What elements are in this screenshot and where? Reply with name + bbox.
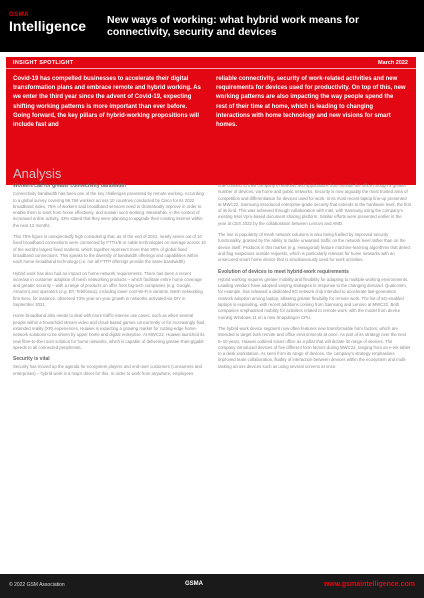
paragraph: now connect to their company's networks and applications from outside the office through a greater number of devices, via home and public networks. Security is now arguably the most trusted area of competition and differentiation for devices used for work. In its most recent laptop line-up presented at MWC22, Samsung introduced enterprise-grade security that extends to the hardware level, the first of its kind. This was achieved through collaboration with Intel, with Samsung using the company's existing Intel Vpro-based document sharing platform. Similar efforts were presented earlier in the year at CES 2022 by the collaboration between Lenovo and AMD. [218, 183, 411, 226]
analysis-column-right [218, 183, 411, 375]
spotlight-text-left: Covid-19 has compelled businesses to accelerate their digital transformation plans and embrace remote and hybrid working. As we enter the third year since the advent of Covid-19, expecting shifting working patterns is more important than ever before. Going forward, the key pillars of hybrid-working propositions will include fast and [13, 76, 201, 129]
footer [0, 574, 424, 598]
spotlight-text-right: reliable connectivity, security of work-related activities and new requirements for devices used for productivity. On top of this, new working patterns are also impacting the way people spend the rest of their time at home, which is leading to changing interactions with home technology and new visions for smart homes. [216, 76, 406, 129]
insight-spotlight-panel [6, 57, 416, 185]
paragraph: Hybrid working requires greater mobility and flexibility for adapting to multiple working environments. Leading vendors have adopted varying strategies in response to the changing demand. Qualcomm, for example, has released a dedicated 5G network chip intended to accelerate last-generation network adoption among laptop, allowing greater flexibility for remote work. The list of 5G-enabled laptops is expanding, with recent additions coming from Samsung and Lenovo at MWC22. Both companies emphasised mobility for activities related to remote work, with the model from device running Windows 11 on a new Snapdragon CPU. [218, 276, 409, 320]
page-title: New ways of working: what hybrid work means for connectivity, security and devices [107, 14, 360, 38]
paragraph: The hybrid-work device segment now often features new transformable form factors, which are intended to target both remote and office environments at once. As part of its strategy over the next 5–10 years, Huawei outlined smart office as a pillar that will dictate its range of devices. The company introduced devices of five different form factors during MWC22, ranging from an e-ink tablet to a desk workstation. As seen from its range of devices, the company's strategy emphasises improved team collaboration, fluidity of interaction between devices within the ecosystem and multi-tasking across devices such as using several screens at once. [218, 325, 411, 369]
spotlight-divider [6, 68, 416, 69]
paragraph: Connectivity bandwidth has been one of the key challenges presented by remote working. According to a global survey covering 96,766 workers across 10 countries conducted by Cisco for its 2022 broadband index, 75% of workers said broadband services need to dramatically improve in order to enable them to work from home effectively, and sustain such working. Meanwhile, in the context of increased online activity, 43% stated that they were planning to upgrade their existing internet within the next 12 months. [13, 191, 204, 228]
intelligence-logo: Intelligence [9, 18, 87, 34]
subheading-connectivity: Workers call for greater connectivity bandwidth [13, 183, 126, 189]
analysis-heading: Analysis [13, 166, 62, 181]
paragraph: Security has moved up the agenda for ecosystem players and end-user customers (consumers and enterprises) – hybrid work is a major driver for this. In order to work from anywhere, employees [13, 364, 202, 376]
analysis-column-left [13, 183, 206, 382]
paragraph: Hybrid work has also had an impact on home-network requirements. There has been a recent increase in customer adoption of mesh networking products – which facilitate entire home coverage and greater security – with a range of products on offer from big-tech companies (e.g. Google, Amazon) and operators (e.g. BT, Telefónica), including lower cost Wi-Fi 6 variants. Mesh networking firm Eero, for instance, observed 73% year-on-year growth in networks activated via DIY in September 2021. [13, 270, 203, 308]
spotlight-label: INSIGHT SPOTLIGHT [13, 60, 74, 66]
copyright-text: © 2022 GSM Association [9, 582, 65, 588]
website-link[interactable]: www.gsmaintelligence.com [323, 581, 415, 588]
header-band [0, 0, 424, 52]
paragraph: The rise in popularity of mesh network solutions is also being fuelled by improved security functionality, granted by the ability to tackle unwanted traffic on the network level rather than on the device itself. Products in this market (e.g. Hexagonal) feature machine-learning algorithms that detect and flag suspicious outside requests, which is particularly relevant for home networks with an unsecured smart home device that is simultaneously used for work activities. [218, 232, 411, 263]
publication-date: March 2022 [378, 60, 408, 66]
gsma-footer-logo: GSMA [185, 581, 203, 587]
gsma-logo-small: GSMA [9, 12, 29, 18]
subheading-devices: Evolution of devices to meet hybrid-work requirements [218, 268, 349, 275]
subheading-security: Security is vital [13, 356, 50, 363]
paragraph: This 75% figure is unexpectedly high considering that, as of the end of 2021, nearly seven out of 10 fixed broadband connections were connected by FTTH/B or cable technologies on average across 16 of the world's largest fixed markets, which together represent more than 80% of global fixed broadband connections. This speaks to the diversity of bandwidth offerings and capabilities within each home broadband technology (i.e. not all FTTP offerings provide the same bandwidth). [13, 234, 206, 265]
paragraph: Home broadband also needs to deal with more traffic-intense use cases, such as when several people within a household stream video and cloud-based games concurrently or for increasingly fluid, extended reality (XR) experiences. Huawei is expecting a growing market for cutting-edge home-network solutions to be driven by upper home and digital enterprise. At MWC22, Huawei launched its new fibre-to-the-room solution for home networks, which is capable of delivering greater-than-gigabit speeds to all connected peripherals. [13, 313, 206, 350]
